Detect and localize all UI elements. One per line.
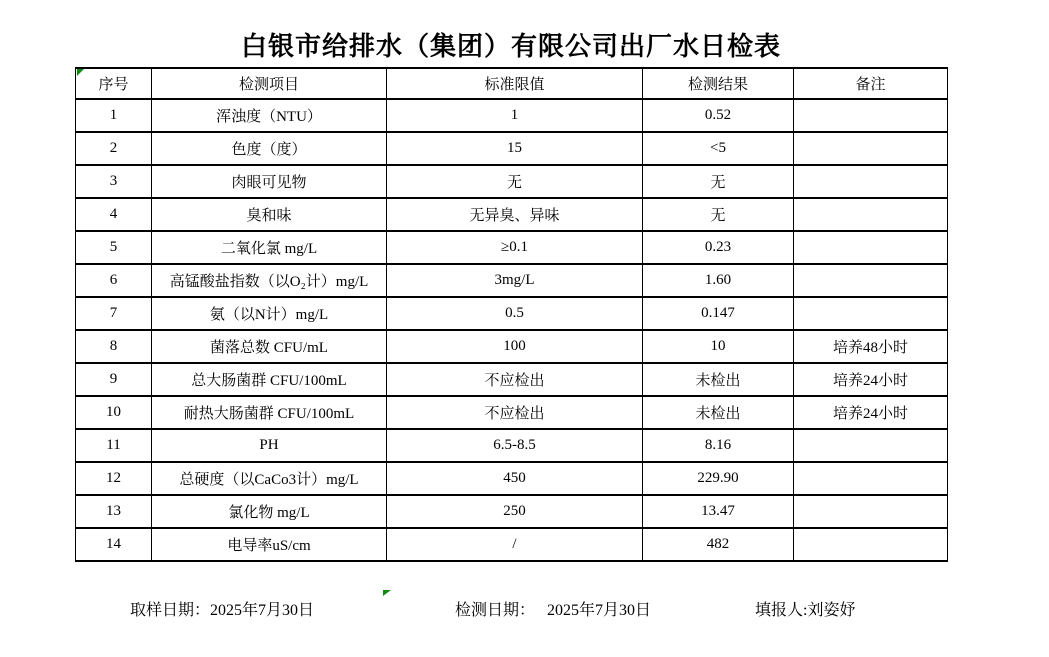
sampling-date	[130, 597, 314, 620]
remark-cell	[794, 264, 948, 297]
remark-cell	[794, 429, 948, 462]
item-cell: 氯化物 mg/L	[152, 495, 387, 528]
limit-cell: 6.5-8.5	[387, 429, 643, 462]
item-cell: 耐热大肠菌群 CFU/100mL	[152, 396, 387, 429]
test-date	[455, 597, 651, 620]
row-number-cell: 11	[76, 429, 152, 462]
result-cell: 无	[643, 165, 794, 198]
remark-cell	[794, 528, 948, 561]
result-cell: 482	[643, 528, 794, 561]
remark-cell	[794, 165, 948, 198]
table-row	[76, 462, 948, 495]
header-test-item: 检测项目	[152, 68, 387, 99]
limit-cell: ≥0.1	[387, 231, 643, 264]
result-cell: <5	[643, 132, 794, 165]
limit-cell: 1	[387, 99, 643, 132]
remark-cell	[794, 99, 948, 132]
table-row	[76, 264, 948, 297]
remark-cell: 培养24小时	[794, 363, 948, 396]
item-cell: PH	[152, 429, 387, 462]
test-date-label: 检测日期：	[455, 602, 536, 619]
table-row	[76, 363, 948, 396]
limit-cell: 15	[387, 132, 643, 165]
page-title: 白银市给排水（集团）有限公司出厂水日检表	[240, 32, 781, 61]
remark-cell	[794, 132, 948, 165]
item-cell: 电导率uS/cm	[152, 528, 387, 561]
row-number-cell: 2	[76, 132, 152, 165]
remark-cell	[794, 231, 948, 264]
header-result: 检测结果	[643, 68, 794, 99]
remark-cell	[794, 297, 948, 330]
row-number-cell: 6	[76, 264, 152, 297]
table-row	[76, 231, 948, 264]
water-quality-table	[75, 67, 948, 562]
remark-cell: 培养48小时	[794, 330, 948, 363]
row-number-cell: 7	[76, 297, 152, 330]
sampling-date-label: 取样日期：	[130, 602, 211, 619]
limit-cell: 无异臭、异味	[387, 198, 643, 231]
header-remark: 备注	[794, 68, 948, 99]
header-row-number: 序号	[76, 68, 152, 99]
row-number-cell: 1	[76, 99, 152, 132]
test-date-value: 2025年7月30日	[547, 602, 652, 619]
green-corner-triangle-icon	[77, 69, 84, 76]
sampling-date-value: 2025年7月30日	[210, 602, 315, 619]
limit-cell: 250	[387, 495, 643, 528]
row-number-cell: 12	[76, 462, 152, 495]
remark-cell	[794, 198, 948, 231]
item-cell: 色度（度）	[152, 132, 387, 165]
limit-cell: /	[387, 528, 643, 561]
table-row	[76, 132, 948, 165]
item-cell: 肉眼可见物	[152, 165, 387, 198]
table-row	[76, 165, 948, 198]
row-number-cell: 9	[76, 363, 152, 396]
row-number-cell: 14	[76, 528, 152, 561]
green-tick-triangle-icon	[383, 590, 391, 596]
item-cell: 总硬度（以CaCo3计）mg/L	[152, 462, 387, 495]
result-cell: 1.60	[643, 264, 794, 297]
limit-cell: 不应检出	[387, 396, 643, 429]
result-cell: 未检出	[643, 363, 794, 396]
table-header-row	[76, 68, 948, 99]
item-cell: 浑浊度（NTU）	[152, 99, 387, 132]
item-cell: 氨（以N计）mg/L	[152, 297, 387, 330]
result-cell: 8.16	[643, 429, 794, 462]
table-row	[76, 396, 948, 429]
item-cell: 二氧化氯 mg/L	[152, 231, 387, 264]
header-limit: 标准限值	[387, 68, 643, 99]
result-cell: 13.47	[643, 495, 794, 528]
table-row	[76, 528, 948, 561]
result-cell: 0.147	[643, 297, 794, 330]
table-row	[76, 495, 948, 528]
table-row	[76, 330, 948, 363]
item-cell: 高锰酸盐指数（以O₂计）mg/L	[152, 264, 387, 297]
limit-cell: 无	[387, 165, 643, 198]
remark-cell	[794, 495, 948, 528]
row-number-cell: 4	[76, 198, 152, 231]
row-number-cell: 3	[76, 165, 152, 198]
reporter-label: 填报人:	[755, 602, 808, 619]
row-number-cell: 5	[76, 231, 152, 264]
result-cell: 229.90	[643, 462, 794, 495]
table-row	[76, 429, 948, 462]
item-cell: 总大肠菌群 CFU/100mL	[152, 363, 387, 396]
remark-cell	[794, 462, 948, 495]
limit-cell: 3mg/L	[387, 264, 643, 297]
table-row	[76, 297, 948, 330]
result-cell: 0.23	[643, 231, 794, 264]
result-cell: 未检出	[643, 396, 794, 429]
row-number-cell: 13	[76, 495, 152, 528]
limit-cell: 0.5	[387, 297, 643, 330]
result-cell: 0.52	[643, 99, 794, 132]
row-number-cell: 8	[76, 330, 152, 363]
limit-cell: 不应检出	[387, 363, 643, 396]
remark-cell: 培养24小时	[794, 396, 948, 429]
result-cell: 无	[643, 198, 794, 231]
item-cell: 臭和味	[152, 198, 387, 231]
reporter	[755, 597, 855, 620]
table-row	[76, 198, 948, 231]
row-number-cell: 10	[76, 396, 152, 429]
limit-cell: 450	[387, 462, 643, 495]
table-body	[76, 99, 948, 561]
limit-cell: 100	[387, 330, 643, 363]
table-row	[76, 99, 948, 132]
reporter-value: 刘姿妤	[807, 602, 856, 619]
item-cell: 菌落总数 CFU/mL	[152, 330, 387, 363]
result-cell: 10	[643, 330, 794, 363]
